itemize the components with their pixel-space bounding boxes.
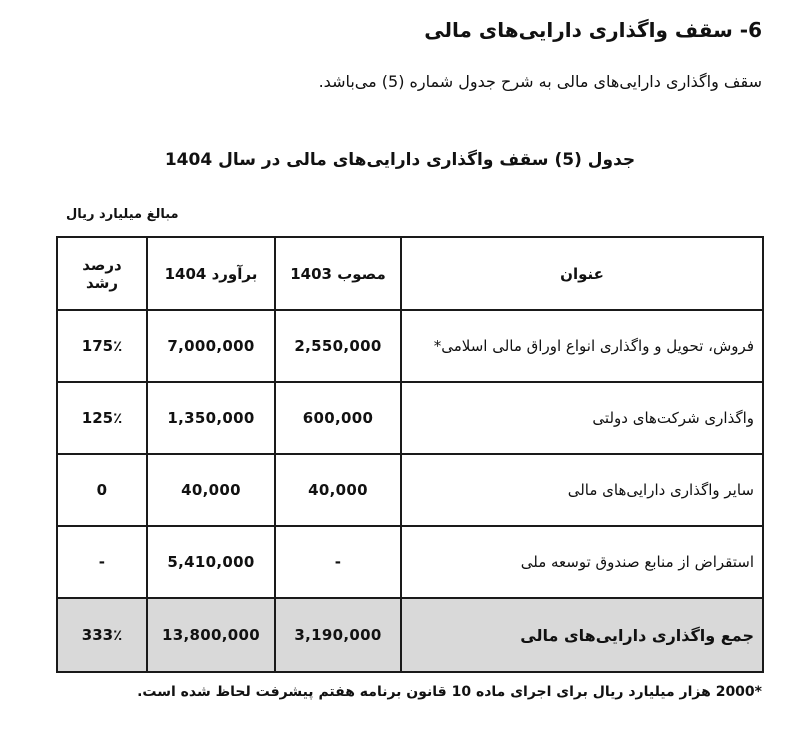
cell-growth: 125٪ <box>57 382 147 454</box>
table-caption: جدول (5) سقف واگذاری دارایی‌های مالی در سال 1404 <box>164 150 636 170</box>
asset-disposal-table <box>56 236 764 673</box>
cell-title: فروش، تحویل و واگذاری انواع اوراق مالی اسلامی* <box>401 310 763 382</box>
cell-approved: 2,550,000 <box>275 310 401 382</box>
table-total-row <box>57 598 763 672</box>
header-growth: درصد رشد <box>57 237 147 310</box>
header-estimate: برآورد 1404 <box>147 237 275 310</box>
table-row <box>57 310 763 382</box>
cell-approved: 600,000 <box>275 382 401 454</box>
cell-estimate: 40,000 <box>147 454 275 526</box>
cell-title: استقراض از منابع صندوق توسعه ملی <box>401 526 763 598</box>
cell-growth: 175٪ <box>57 310 147 382</box>
cell-approved: 40,000 <box>275 454 401 526</box>
table-row <box>57 526 763 598</box>
cell-title: سایر واگذاری دارایی‌های مالی <box>401 454 763 526</box>
header-approved: مصوب 1403 <box>275 237 401 310</box>
cell-approved: - <box>275 526 401 598</box>
cell-estimate: 7,000,000 <box>147 310 275 382</box>
unit-note: مبالغ میلیارد ریال <box>66 207 179 222</box>
cell-growth: 0 <box>57 454 147 526</box>
total-growth: 333٪ <box>57 598 147 672</box>
table-row <box>57 382 763 454</box>
total-approved: 3,190,000 <box>275 598 401 672</box>
table-row <box>57 454 763 526</box>
cell-title: واگذاری شرکت‌های دولتی <box>401 382 763 454</box>
table-header-row <box>57 237 763 310</box>
footnote: *2000 هزار میلیارد ریال برای اجرای ماده 10 قانون برنامه هفتم پیشرفت لحاظ شده است. <box>137 684 762 700</box>
intro-paragraph: سقف واگذاری دارایی‌های مالی به شرح جدول شماره (5) می‌باشد. <box>318 72 762 91</box>
header-title: عنوان <box>401 237 763 310</box>
total-estimate: 13,800,000 <box>147 598 275 672</box>
section-title: 6- سقف واگذاری دارایی‌های مالی <box>424 18 762 42</box>
total-title: جمع واگذاری دارایی‌های مالی <box>401 598 763 672</box>
cell-growth: - <box>57 526 147 598</box>
cell-estimate: 1,350,000 <box>147 382 275 454</box>
cell-estimate: 5,410,000 <box>147 526 275 598</box>
